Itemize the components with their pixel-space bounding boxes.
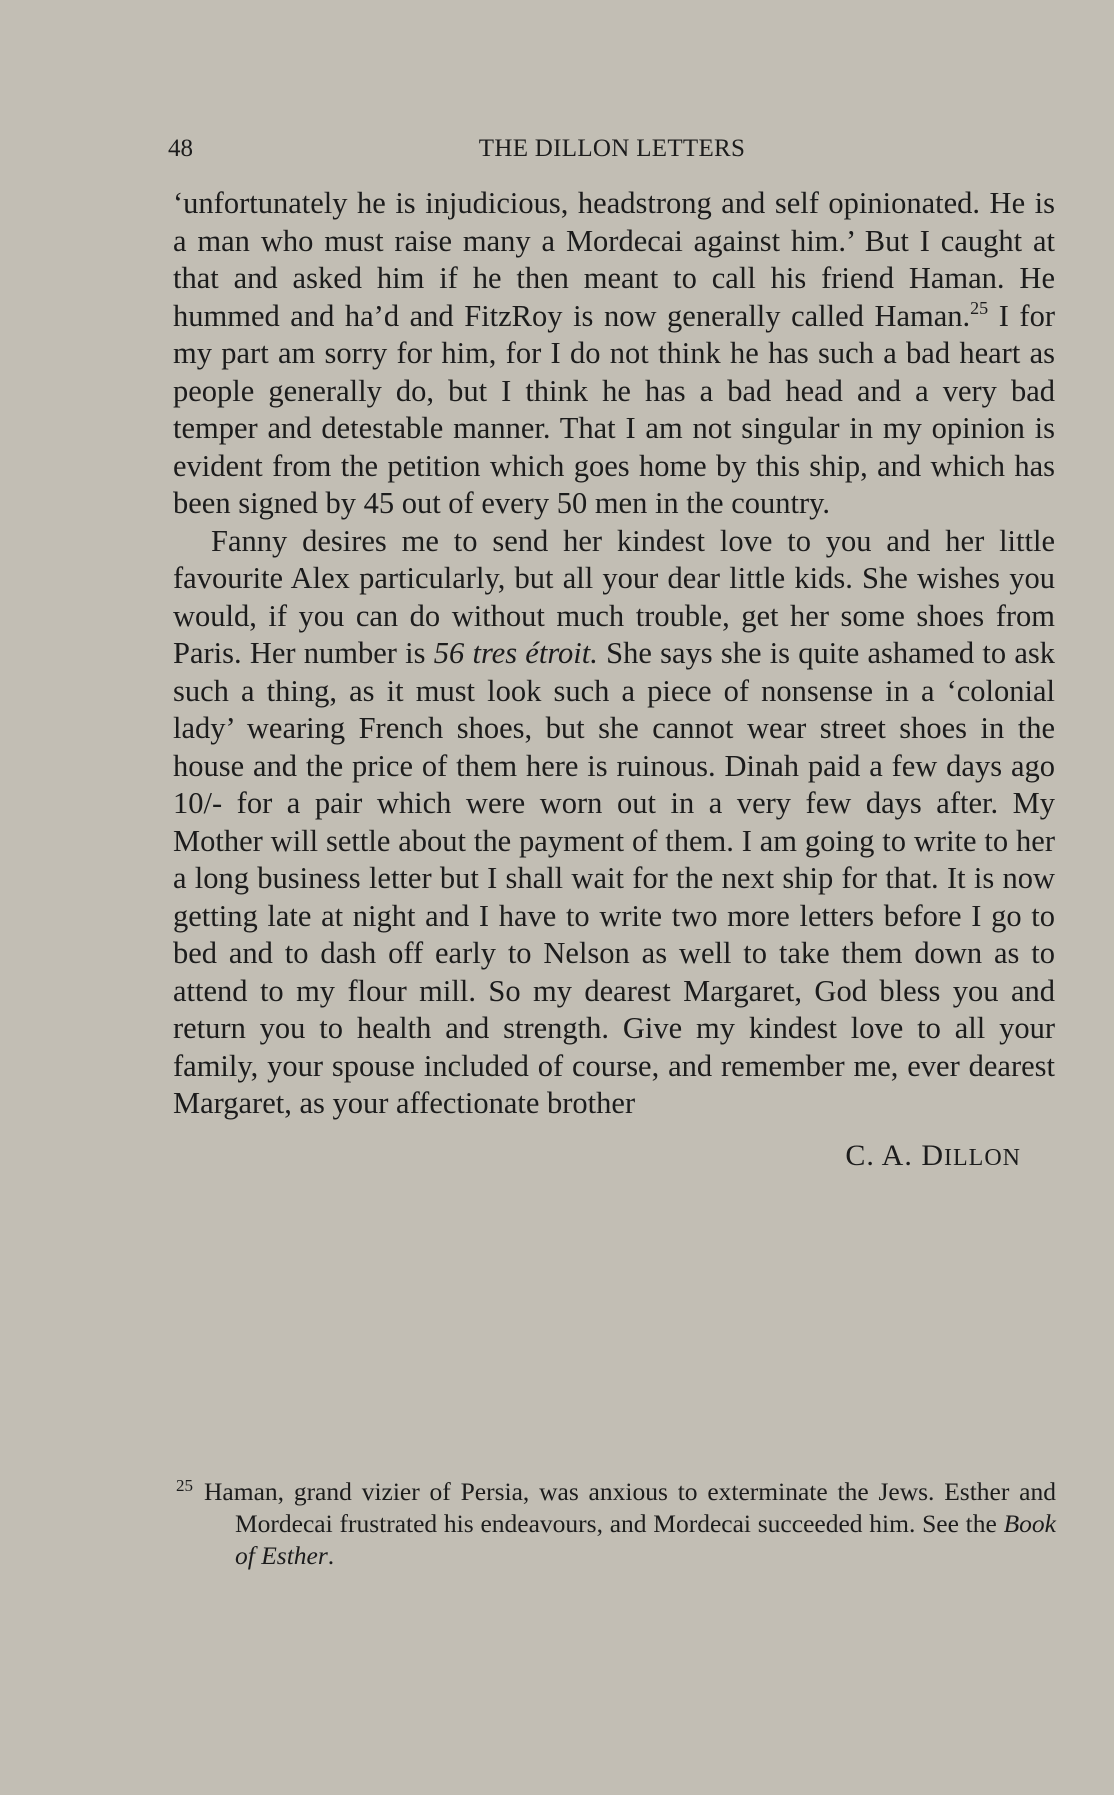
paragraph-2-text-a: Fanny desires me to send her kindest love to you and her little favourite Alex particularly, but all your dear little kids. She wishes you would, if you can do without much trouble, get her some shoes from Paris. Her number is — [173, 523, 1055, 670]
letter-body — [173, 185, 1055, 1177]
footnote-reference: 25 — [970, 297, 989, 318]
paragraph-2 — [173, 523, 1055, 1123]
signature — [173, 1137, 1055, 1178]
paragraph-1 — [173, 185, 1055, 523]
running-title: THE DILLON LETTERS — [478, 135, 746, 162]
footnote-text-b: . — [327, 1541, 335, 1570]
footnote-text-a: Haman, grand vizier of Persia, was anxious to exterminate the Jews. Esther and Mordecai frustrated his endeavours, and Mordecai succeeded him. See the — [204, 1477, 1056, 1538]
paragraph-2-text-b: She says she is quite ashamed to ask such a thing, as it must look such a piece of nonsense in a ‘colonial lady’ wearing French shoes, but she cannot wear street shoes in the house and the price of them here is ruinous. Dinah paid a few days ago 10/- for a pair which were worn out in a very few days after. My Mother will settle about the payment of them. I am going to write to her a long business letter but I shall wait for the next ship for that. It is now getting late at night and I have to write two more letters before I go to bed and to dash off early to Nelson as well to take them down as to attend to my flour mill. So my dearest Margaret, God bless you and return you to health and strength. Give my kindest love to all your family, your spouse included of course, and remember me, ever dearest Margaret, as your affectionate brother — [173, 636, 1055, 1120]
footnote: 25 Haman, grand vizier of Persia, was anxious to exterminate the Jews. Esther and Mordecai frustrated his endeavours, and Mordecai succeeded him. See the Book of Esther. — [176, 1476, 1056, 1570]
signature-small-caps: ILLON — [944, 1144, 1021, 1171]
paragraph-1-text-a: ‘unfortunately he is injudicious, headstrong and self opinionated. He is a man who must raise many a Mordecai against him.’ But I caught at that and asked him if he then meant to call his friend Haman. He hummed and ha’d and FitzRoy is now generally called Haman. — [173, 186, 1055, 333]
page-header — [168, 132, 1056, 166]
paragraph-1-text-b: I for my part am sorry for him, for I do not think he has such a bad heart as people generally do, but I think he has a bad head and a very bad temper and detestable manner. That I am not singular in my opinion is evident from the petition which goes home by this ship, and which has been signed by 45 out of every 50 men in the country. — [173, 298, 1055, 520]
footnote-book-title: Book of Esther — [235, 1509, 1056, 1570]
shoe-size-italic: 56 tres étroit. — [433, 636, 598, 670]
page-number: 48 — [168, 135, 193, 162]
signature-initials: C. A. D — [845, 1138, 945, 1172]
